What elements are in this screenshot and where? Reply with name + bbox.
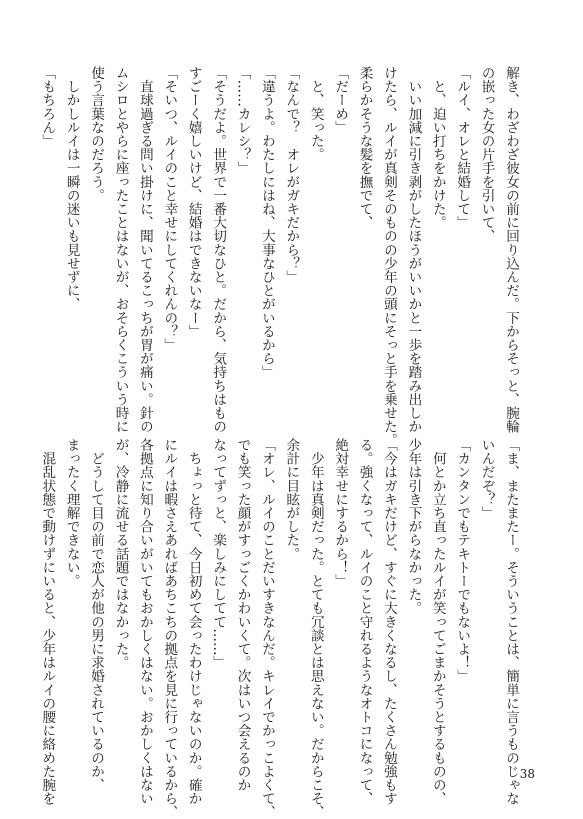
text-line: 「そうだよ。世界で一番大切なひと。だから、気持ちはもの	[210, 66, 227, 434]
text-line: けたら、ルイが真剣そのものの少年の頭にそっと手を乗せた。	[380, 66, 397, 447]
text-line: いんだぞ？」	[478, 438, 495, 520]
text-line: が、冷静に流せる話題ではなかった。	[112, 438, 129, 670]
text-line: いい加減に引き剥がしたほうがいいかと一歩を踏み出しか	[405, 66, 422, 434]
text-line: でも笑った顔がすっごくかわいくて。次はいつ会えるのか	[234, 438, 251, 792]
text-line: 「そいつ、ルイのこと幸せにしてくれんの？」	[161, 66, 178, 352]
text-line: ムシロとやらに座ったことはないが、おそらくこういう時に	[112, 66, 129, 434]
text-line: 「ルイ、オレと結婚して」	[454, 66, 471, 230]
text-line: 「ま、またまたー。そういうことは、簡単に言うものじゃな	[503, 438, 519, 806]
text-line: 「今はガキだけど、すぐに大きくなるし、たくさん勉強もす	[380, 438, 397, 806]
text-line: 「もちろん」	[39, 66, 56, 148]
text-line: 使う言葉なのだろう。	[88, 66, 105, 202]
text-line: の嵌った女の片手を引いて、	[478, 66, 495, 243]
text-line: 少年は真剣だった。とても冗談とは思えない。だからこそ、	[307, 438, 324, 819]
page-number: 38	[519, 767, 535, 781]
text-block-lower	[35, 438, 523, 819]
text-line: にルイは暇さえあればあちこちの拠点を見に行っているから、	[161, 438, 178, 819]
text-line: 混乱状態で動けずにいると、少年はルイの腰に絡めた腕を	[39, 438, 56, 806]
text-line: どうして目の前で恋人が他の男に求婚されているのか、	[88, 438, 105, 792]
text-line: 柔らかそうな髪を撫でて、	[356, 66, 373, 230]
text-line: すごーく嬉しいけど、結婚はできないなー」	[185, 66, 202, 338]
text-line: と、笑った。	[307, 66, 324, 162]
text-line: 各拠点に知り合いがいてもおかしくはない。おかしくはない	[136, 438, 153, 806]
text-line: 「カンタンでもテキトーでもないよ！」	[454, 438, 471, 683]
text-line: まったく理解できない。	[63, 438, 80, 588]
text-line: 「オレ、ルイのことだいすきなんだ。キレイでかっこよくて、	[258, 438, 275, 819]
text-line: なってずっと、楽しみにしてて……」	[210, 438, 227, 670]
text-line: 何とか立ち直ったルイが笑ってごまかそうとするものの、	[429, 438, 446, 806]
text-line: 余計に目眩がした。	[283, 438, 300, 561]
text-line: 直球過ぎる問い掛けに、聞いてるこっちが胃が痛い。針の	[136, 66, 153, 434]
text-line: 少年は引き下がらなかった。	[405, 438, 422, 615]
text-line: しかしルイは一瞬の迷いも見せずに、	[63, 66, 80, 311]
text-line: る。強くなって、ルイのこと守れるようなオトコになって、	[356, 438, 373, 806]
text-line: 解き、わざわざ彼女の前に回り込んだ。下からそっと、腕輪	[503, 66, 519, 434]
text-line: 「だーめ」	[332, 66, 349, 134]
text-block-upper	[35, 66, 523, 447]
text-line: ちょっと待て、今日初めて会ったわけじゃないのか。確か	[185, 438, 202, 806]
text-line: 「……カレシ？」	[234, 66, 251, 175]
text-line: と、迫い打ちをかけた。	[429, 66, 446, 230]
text-line: 絶対幸せにするから！」	[332, 438, 349, 588]
text-line: 「なんで？ オレがガキだから？」	[283, 66, 300, 284]
text-line: 「違うよ。わたしにはね、大事なひとがいるから」	[258, 66, 275, 379]
